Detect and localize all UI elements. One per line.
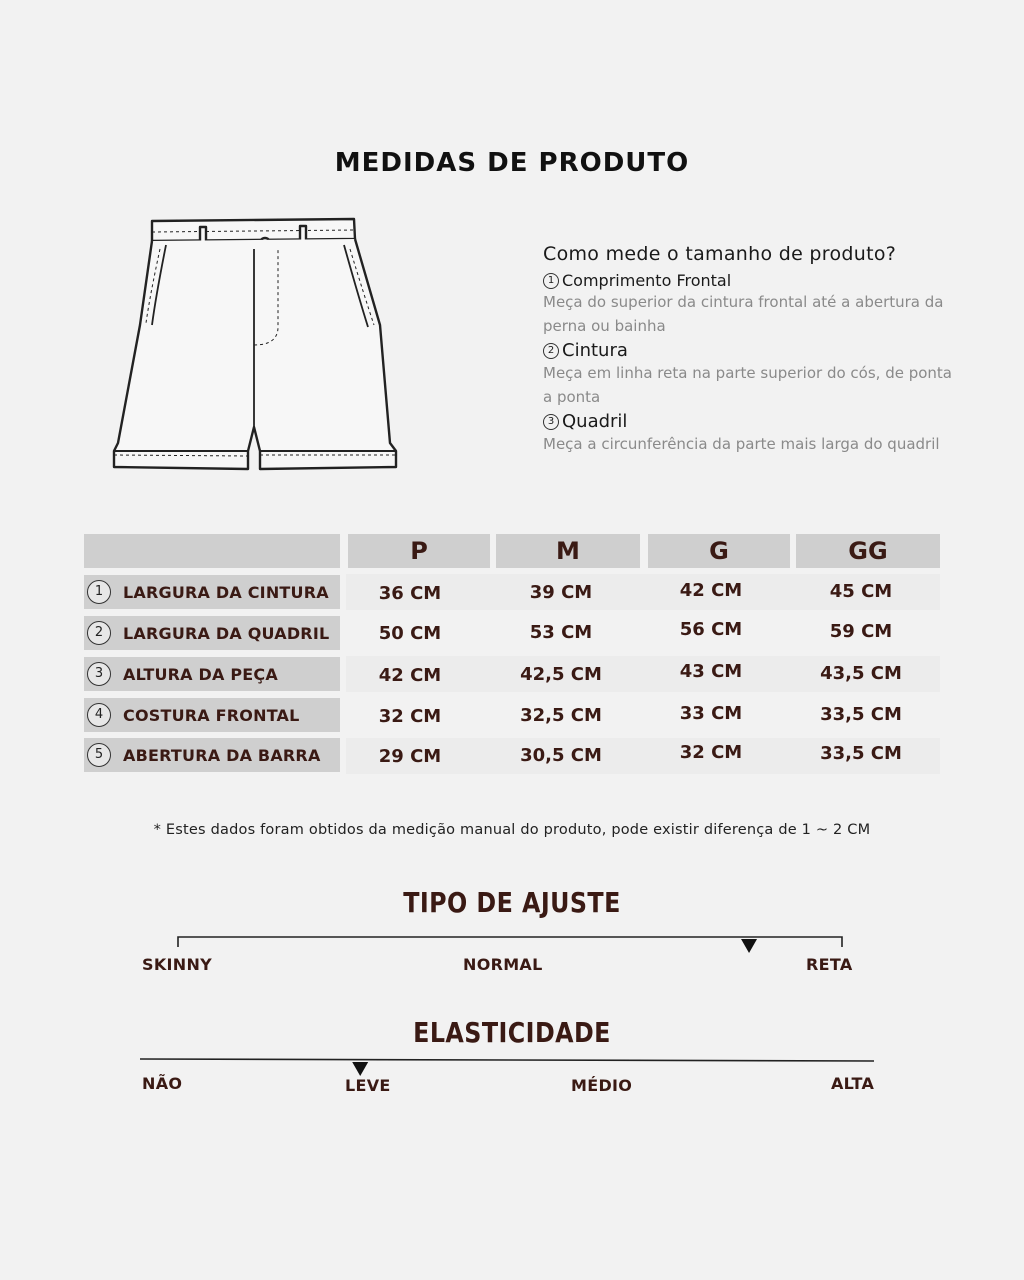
howto-item-title bbox=[543, 271, 963, 290]
fit-label-skinny: SKINNY bbox=[142, 955, 213, 974]
table-cell: 33,5 CM bbox=[820, 743, 902, 764]
table-cell: 53 CM bbox=[529, 622, 593, 643]
size-header-gg: GG bbox=[796, 534, 940, 568]
row-number: 3 bbox=[87, 662, 111, 686]
row-label-text: LARGURA DA QUADRIL bbox=[123, 623, 330, 643]
elasticity-marker-icon bbox=[352, 1062, 368, 1076]
table-cell: 59 CM bbox=[829, 621, 893, 642]
table-row-label bbox=[84, 616, 340, 650]
howto-item-desc: Meça do superior da cintura frontal até a abertura da perna ou bainha bbox=[543, 293, 944, 335]
howto-item-title bbox=[543, 411, 963, 432]
howto-item-label: Comprimento Frontal bbox=[562, 271, 732, 290]
howto-item-desc: Meça a circunferência da parte mais larga do quadril bbox=[543, 435, 940, 453]
howto-item-title bbox=[543, 340, 963, 361]
table-cell: 42,5 CM bbox=[520, 664, 602, 685]
howto-item-label: Cintura bbox=[562, 340, 628, 361]
fit-label-reta: RETA bbox=[806, 955, 853, 974]
row-label-text: ALTURA DA PEÇA bbox=[123, 664, 278, 684]
table-cell: 42 CM bbox=[378, 665, 442, 686]
row-label-text: COSTURA FRONTAL bbox=[123, 705, 300, 725]
size-header-p: P bbox=[348, 534, 490, 568]
elasticity-title: ELASTICIDADE bbox=[413, 1016, 611, 1049]
table-cell: 50 CM bbox=[378, 623, 442, 644]
step-number: 3 bbox=[543, 414, 559, 430]
table-header-corner bbox=[84, 534, 340, 568]
table-cell: 29 CM bbox=[378, 746, 442, 767]
size-header-m: M bbox=[496, 534, 640, 568]
row-number: 4 bbox=[87, 703, 111, 727]
step-number: 1 bbox=[543, 273, 559, 289]
page-title: MEDIDAS DE PRODUTO bbox=[334, 148, 690, 178]
shorts-icon bbox=[108, 215, 408, 475]
table-cell: 43,5 CM bbox=[820, 663, 902, 684]
table-cell: 33 CM bbox=[679, 703, 743, 724]
row-number: 2 bbox=[87, 621, 111, 645]
elasticity-label-medio: MÉDIO bbox=[571, 1076, 633, 1095]
table-cell: 39 CM bbox=[529, 582, 593, 603]
table-cell: 32 CM bbox=[679, 742, 743, 763]
row-number: 1 bbox=[87, 580, 111, 604]
elasticity-label-alta: ALTA bbox=[831, 1074, 875, 1093]
table-row-label bbox=[84, 575, 340, 609]
table-cell: 43 CM bbox=[679, 661, 743, 682]
howto-question: Como mede o tamanho de produto? bbox=[543, 243, 897, 265]
table-row-label bbox=[84, 657, 340, 691]
fit-marker-icon bbox=[741, 939, 757, 953]
table-cell: 56 CM bbox=[679, 619, 743, 640]
fit-label-normal: NORMAL bbox=[463, 955, 543, 974]
table-cell: 33,5 CM bbox=[820, 704, 902, 725]
row-number: 5 bbox=[87, 743, 111, 767]
howto-item-label: Quadril bbox=[562, 411, 628, 432]
table-cell: 42 CM bbox=[679, 580, 743, 601]
table-cell: 32 CM bbox=[378, 706, 442, 727]
elasticity-label-nao: NÃO bbox=[142, 1074, 183, 1093]
table-cell: 45 CM bbox=[829, 581, 893, 602]
row-label-text: ABERTURA DA BARRA bbox=[123, 745, 321, 765]
table-cell: 36 CM bbox=[378, 583, 442, 604]
measurement-note: * Estes dados foram obtidos da medição manual do produto, pode existir diferença de 1 ~ 2 CM bbox=[153, 822, 871, 838]
step-number: 2 bbox=[543, 343, 559, 359]
shorts-diagram bbox=[108, 215, 408, 475]
table-row-label bbox=[84, 698, 340, 732]
howto-item-desc: Meça em linha reta na parte superior do cós, de ponta a ponta bbox=[543, 364, 952, 406]
row-label-text: LARGURA DA CINTURA bbox=[123, 582, 329, 602]
table-cell: 32,5 CM bbox=[520, 705, 602, 726]
elasticity-label-leve: LEVE bbox=[345, 1076, 391, 1095]
fit-title: TIPO DE AJUSTE bbox=[403, 886, 621, 919]
size-header-g: G bbox=[648, 534, 790, 568]
table-cell: 30,5 CM bbox=[520, 745, 602, 766]
table-row-label bbox=[84, 738, 340, 772]
how-to-measure bbox=[543, 243, 963, 456]
